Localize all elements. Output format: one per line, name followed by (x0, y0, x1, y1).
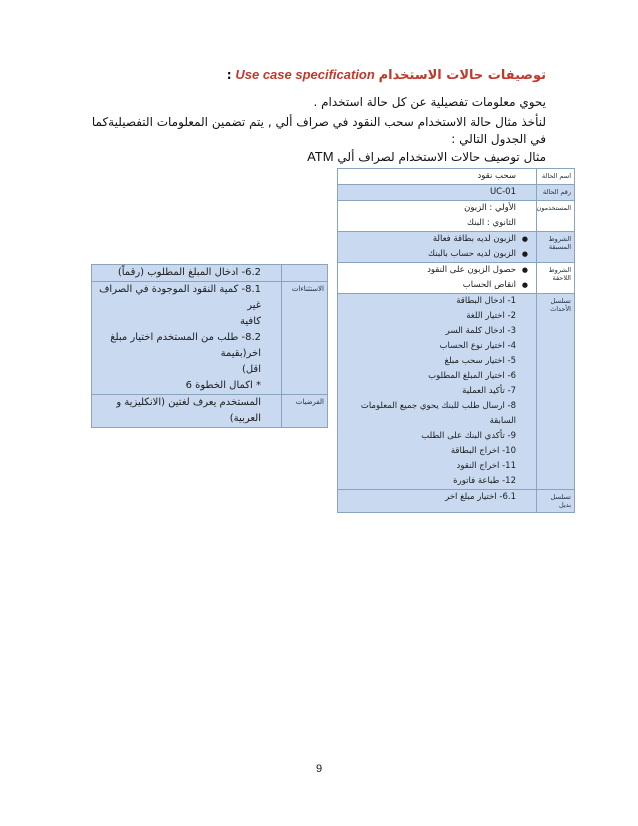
table-line: 6.2- ادخال المبلغ المطلوب (رقماً) (117, 267, 261, 278)
use-case-cont-row (92, 395, 328, 428)
table-line: 7- تأكيد العملية (462, 386, 516, 396)
use-case-row-label: تسلسل الأحداث (537, 294, 575, 490)
use-case-row-content (338, 490, 537, 513)
use-case-row-label: المستخدمون (537, 201, 575, 232)
table-line: كافية (240, 316, 261, 327)
table-line: 4- اختيار نوع الحساب (439, 341, 516, 351)
table-line: 8- ارسال طلب للبنك يحوي جميع المعلومات (360, 401, 516, 411)
table-line: 8.1- كمية النقود الموجودة في الصراف غير (99, 284, 261, 311)
use-case-row-content (338, 294, 537, 490)
use-case-row (338, 294, 575, 490)
use-case-cont-row (92, 265, 328, 282)
table-line: 3- ادخال كلمة السر (445, 326, 516, 336)
table-line: 11- اخراج النقود (456, 461, 516, 471)
intro-line-4-text: مثال توصيف حالات الاستخدام لصراف ألي (337, 150, 546, 164)
table-line: المستخدم يعرف لغتين (الانكليزية و العربية) (116, 397, 261, 424)
use-case-table (337, 168, 575, 513)
page-number: 9 (315, 763, 323, 775)
use-case-row (338, 263, 575, 294)
intro-line-2: لنأخذ مثال حالة الاستخدام سحب النقود في صراف ألي , يتم تضمين المعلومات التفصيليةكما (91, 115, 546, 129)
use-case-row-label: تسلسل بديل (537, 490, 575, 513)
use-case-table-continued (91, 264, 328, 428)
table-line: 6.1- اختيار مبلغ اخر (445, 492, 516, 502)
heading-colon: : (226, 68, 232, 82)
intro-line-1: يحوي معلومات تفصيلية عن كل حالة استخدام . (313, 95, 546, 109)
table-line: اقل) (241, 364, 261, 375)
table-line: 1- ادخال البطاقة (456, 296, 516, 306)
use-case-cont-row-label (282, 265, 328, 282)
intro-line-4 (307, 149, 546, 165)
table-line: 6- اختيار المبلغ المطلوب (428, 371, 516, 381)
use-case-row (338, 169, 575, 185)
use-case-cont-row-content (92, 395, 282, 428)
use-case-row-label: الشروط المسبقة (537, 232, 575, 263)
table-line: ● الزبون لديه بطاقة فعالة (344, 232, 516, 247)
table-line: سحب نقود (477, 171, 516, 181)
atm-label: ATM (307, 149, 334, 164)
heading-arabic: توصيفات حالات الاستخدام (378, 68, 546, 83)
table-line: ● الزبون لديه حساب بالبنك (344, 247, 516, 262)
use-case-row-content (338, 263, 537, 294)
table-line: 10- اخراج البطاقة (450, 446, 516, 456)
table-line: ● حصول الزبون على النقود (344, 263, 516, 278)
table-line: الثانوي : البنك (466, 218, 516, 228)
use-case-row (338, 490, 575, 513)
use-case-cont-row-label: الاستثناءات (282, 282, 328, 395)
use-case-row-label: رقم الحالة (537, 185, 575, 201)
table-line: السابقة (489, 416, 516, 426)
section-heading (227, 67, 546, 84)
intro-line-3: في الجدول التالي : (451, 132, 546, 146)
table-line: الأولي : الزبون (464, 203, 516, 213)
use-case-cont-row-label: الفرضيات (282, 395, 328, 428)
use-case-row (338, 185, 575, 201)
use-case-row-content (338, 232, 537, 263)
use-case-cont-row-content (92, 282, 282, 395)
use-case-row (338, 201, 575, 232)
use-case-cont-row-content (92, 265, 282, 282)
use-case-row-content (338, 169, 537, 185)
use-case-cont-row (92, 282, 328, 395)
use-case-row-label: الشروط اللاحقة (537, 263, 575, 294)
table-line: 2- اختيار اللغة (466, 311, 516, 321)
use-case-row-content (338, 201, 537, 232)
table-line: 9- تأكدي البنك على الطلب (421, 431, 516, 441)
table-line: 12- طباعة فاتورة (453, 476, 516, 486)
table-line: ● انقاص الحساب (344, 278, 516, 293)
heading-english: Use case specification (235, 67, 375, 82)
table-line: UC-01 (489, 187, 516, 197)
use-case-row-content (338, 185, 537, 201)
table-line: 8.2- طلب من المستخدم اختيار مبلغ اخر(بقيمة (110, 332, 261, 359)
use-case-row-label: اسم الحالة (537, 169, 575, 185)
table-line: * اكمال الخطوة 6 (185, 380, 261, 391)
table-line: 5- اختيار سحب مبلغ (444, 356, 516, 366)
use-case-row (338, 232, 575, 263)
